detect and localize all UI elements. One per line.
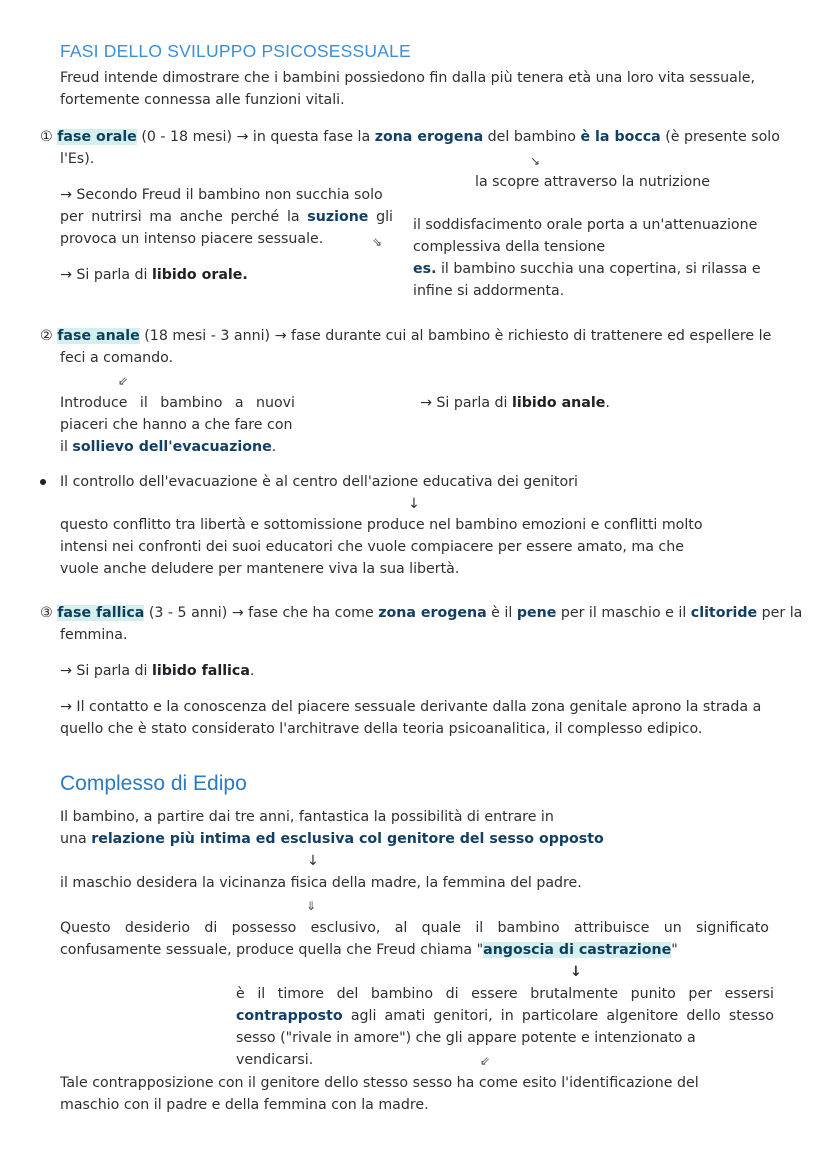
phallic-contact-2: quello che è stato considerato l'architrave della teoria psicoanalitica, il complesso edipico. — [60, 721, 703, 737]
anal-libido-pre: → Si parla di — [420, 395, 512, 411]
oral-left-2 — [60, 206, 393, 228]
oral-mouth: è la bocca — [580, 129, 661, 145]
phallic-clit: clitoride — [690, 605, 758, 621]
phallic-pene: pene — [516, 605, 557, 621]
oedipus-p2 — [60, 828, 604, 850]
oral-libido-pre: → Si parla di — [60, 267, 152, 283]
anal-left-3-pre: il — [60, 439, 73, 455]
phallic-age: (3 - 5 anni) → fase che ha come — [144, 605, 379, 621]
oedipus-relation: relazione più intima ed esclusiva col genitore del sesso opposto — [91, 831, 604, 847]
anal-conflict-3: vuole anche deludere per mantenere viva la sua libertà. — [60, 561, 460, 577]
anal-left-text — [60, 392, 295, 458]
oedipus-p2-pre: una — [60, 831, 92, 847]
section-title-oedipus: Complesso di Edipo — [60, 772, 247, 795]
oral-libido-term: libido orale. — [152, 267, 248, 283]
oedipus-p4: Questo desiderio di possesso esclusivo, al quale il bambino attribuisce un significato — [60, 920, 769, 936]
oral-es-label: es. — [413, 261, 437, 277]
oral-mid: del bambino — [483, 129, 581, 145]
phallic-contact-1: → Il contatto e la conoscenza del piacere sessuale derivante dalla zona genitale aprono la strada a — [60, 699, 762, 715]
oedipus-p5 — [60, 939, 678, 961]
oral-discover: la scopre attraverso la nutrizione — [475, 174, 710, 190]
phallic-line-2: femmina. — [60, 627, 128, 643]
oral-right-text — [413, 214, 761, 302]
oedipus-p5-post: " — [671, 942, 678, 958]
anal-left-3 — [60, 436, 295, 458]
intro-line-2: fortemente connessa alle funzioni vitali. — [60, 92, 345, 108]
oral-right-4: infine si addormenta. — [413, 283, 565, 299]
oedipus-down-arrow-2-icon: ↓ — [570, 964, 582, 980]
oral-left-2b: gli — [368, 209, 393, 225]
anal-libido-post: . — [605, 395, 610, 411]
oral-phase-heading — [40, 126, 780, 148]
oedipus-c3: sesso ("rivale in amore") che gli appare potente e intenzionato a vendicarsi. — [236, 1030, 696, 1068]
oedipus-double-arrow-icon: ⇓ — [306, 899, 317, 913]
oral-line-2: l'Es). — [60, 151, 95, 167]
oedipus-c2b: agli amati genitori, in particolare algenitore dello stesso — [342, 1008, 774, 1024]
anal-line-2: feci a comando. — [60, 350, 174, 366]
oral-right-3-text: il bambino succhia una copertina, si rilassa e — [436, 261, 761, 277]
oedipus-p1: Il bambino, a partire dai tre anni, fantastica la possibilità di entrare in — [60, 809, 554, 825]
anal-phase-heading — [40, 325, 771, 347]
anal-arrow-icon: ⇙ — [118, 374, 129, 388]
anal-libido — [420, 392, 610, 414]
intro-line-1: Freud intende dimostrare che i bambini possiedono fin dalla più tenera età una loro vita sessuale, — [60, 70, 756, 86]
oedipus-f2: maschio con il padre e della femmina con la madre. — [60, 1097, 429, 1113]
anal-left-3-post: . — [271, 439, 277, 455]
phallic-zone: zona erogena — [378, 605, 487, 621]
oedipus-c1: è il timore del bambino di essere brutalmente punito per essersi — [236, 986, 774, 1002]
oral-arrow-2-icon: ⇘ — [372, 235, 383, 249]
anal-number: ② — [40, 328, 53, 344]
phallic-mid-2: per il maschio e il — [556, 605, 691, 621]
oral-left-3: provoca un intenso piacere sessuale. — [60, 231, 324, 247]
oedipus-castration-text — [236, 983, 774, 1071]
oral-age: (0 - 18 mesi) → in questa fase la — [136, 129, 375, 145]
anal-phase-name: fase anale — [57, 328, 140, 344]
oral-right-1: il soddisfacimento orale porta a un'attenuazione — [413, 217, 758, 233]
phallic-libido-post: . — [249, 663, 255, 679]
oral-left-1: → Secondo Freud il bambino non succhia solo — [60, 187, 383, 203]
phallic-libido — [60, 660, 254, 682]
phallic-mid: è il — [486, 605, 517, 621]
anal-conflict-2: intensi nei confronti dei suoi educatori che vuole compiacere per essere amato, ma che — [60, 539, 684, 555]
anal-conflict-1: questo conflitto tra libertà e sottomissione produce nel bambino emozioni e conflitti molto — [60, 517, 703, 533]
oral-arrow-icon: ↘ — [530, 154, 541, 168]
phallic-libido-term: libido fallica — [152, 663, 250, 679]
anal-libido-term: libido anale — [512, 395, 606, 411]
anal-text-1: (18 mesi - 3 anni) → fase durante cui al bambino è richiesto di trattenere ed espellere le — [139, 328, 772, 344]
anal-left-2: piaceri che hanno a che fare con — [60, 417, 293, 433]
oedipus-down-arrow-icon: ↓ — [307, 853, 319, 869]
phallic-tail: per la — [757, 605, 803, 621]
phallic-number: ③ — [40, 605, 53, 621]
oral-number: ① — [40, 129, 53, 145]
oral-right-3 — [413, 258, 761, 280]
oedipus-contrapposto: contrapposto — [236, 1008, 343, 1024]
anal-bullet-text: Il controllo dell'evacuazione è al centro dell'azione educativa dei genitori — [60, 474, 578, 490]
oral-suzione: suzione — [307, 209, 369, 225]
phallic-libido-pre: → Si parla di — [60, 663, 152, 679]
oedipus-p5-pre: confusamente sessuale, produce quella che Freud chiama " — [60, 942, 484, 958]
bullet-icon — [40, 479, 46, 485]
oral-phase-name: fase orale — [57, 129, 137, 145]
oedipus-down-arrow-3-icon: ⇙ — [480, 1054, 491, 1068]
anal-left-1: Introduce il bambino a nuovi — [60, 395, 295, 411]
anal-down-arrow-icon: ↓ — [408, 496, 420, 512]
oedipus-c2 — [236, 1005, 774, 1027]
oedipus-p3: il maschio desidera la vicinanza fisica della madre, la femmina del padre. — [60, 875, 582, 891]
oral-left-text — [60, 184, 393, 250]
oedipus-anguish: angoscia di castrazione — [483, 942, 672, 958]
phallic-phase-heading — [40, 602, 802, 624]
anal-relief: sollievo dell'evacuazione — [72, 439, 272, 455]
oral-left-2a: per nutrirsi ma anche perché la — [60, 209, 308, 225]
oral-libido — [60, 264, 248, 286]
phallic-phase-name: fase fallica — [57, 605, 145, 621]
oral-tail: (è presente solo — [660, 129, 780, 145]
oedipus-f1: Tale contrapposizione con il genitore dello stesso sesso ha come esito l'identificazione del — [60, 1075, 699, 1091]
oral-right-2: complessiva della tensione — [413, 239, 606, 255]
page-title: FASI DELLO SVILUPPO PSICOSESSUALE — [60, 41, 411, 61]
oral-zone: zona erogena — [374, 129, 484, 145]
